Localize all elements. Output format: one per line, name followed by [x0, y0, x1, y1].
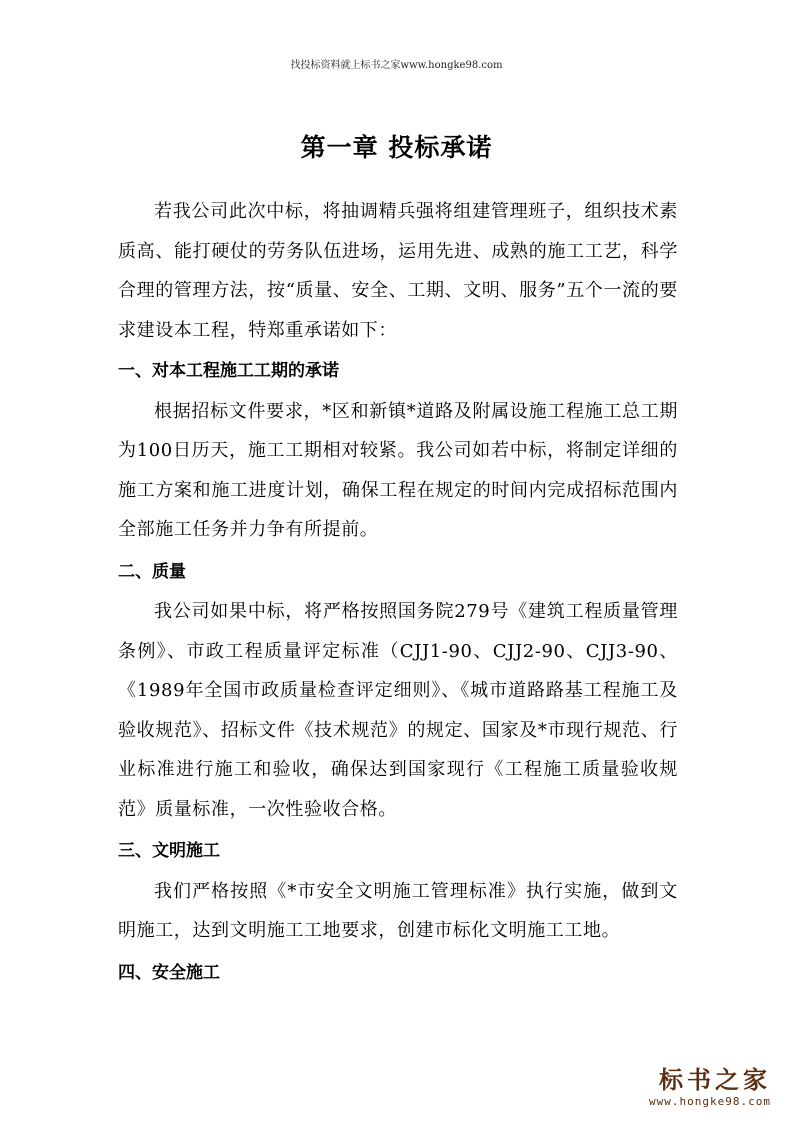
brand-url: www.hongke98.com — [649, 1095, 771, 1108]
section-heading-schedule: 一、对本工程施工工期的承诺 — [118, 361, 339, 381]
section-heading-civilized: 三、文明施工 — [118, 841, 220, 861]
intro-paragraph: 若我公司此次中标，将抽调精兵强将组建管理班子，组织技术素质高、能打硬仗的劳务队伍进场，运用先进、成熟的施工工艺，科学合理的管理方法，按“质量、安全、工期、文明、服务”五个一流的要求建设本工程，特郑重承诺如下： — [118, 201, 678, 341]
chapter-title: 第一章 投标承诺 — [300, 133, 493, 162]
section-heading-quality: 二、质量 — [118, 561, 186, 582]
brand-logo: 标书之家 — [659, 1066, 771, 1094]
brand-watermark — [611, 1066, 771, 1110]
header-note: 找投标资料就上标书之家www.hongke98.com — [290, 60, 503, 71]
document-body — [118, 192, 678, 993]
section-body-quality: 我公司如果中标，将严格按照国务院279号《建筑工程质量管理条例》、市政工程质量评定标准（CJJ1-90、CJJ2-90、CJJ3-90、《1989年全国市政质量检查评定细则》、《城市道路路基工程施工及验收规范》、招标文件《技术规范》的规定、国家及*市现行规范、行业标准进行施工和验收，确保达到国家现行《工程施工质量验收规范》质量标准，一次性验收合格。 — [118, 601, 678, 820]
section-body-schedule: 根据招标文件要求，*区和新镇*道路及附属设施工程施工总工期为100日历天，施工工期相对较紧。我公司如若中标，将制定详细的施工方案和施工进度计划，确保工程在规定的时间内完成招标范围内全部施工任务并力争有所提前。 — [118, 400, 678, 540]
section-heading-safety: 四、安全施工 — [118, 962, 220, 983]
section-body-civilized: 我们严格按照《*市安全文明施工管理标准》执行实施，做到文明施工，达到文明施工工地要求，创建市标化文明施工工地。 — [118, 880, 678, 941]
